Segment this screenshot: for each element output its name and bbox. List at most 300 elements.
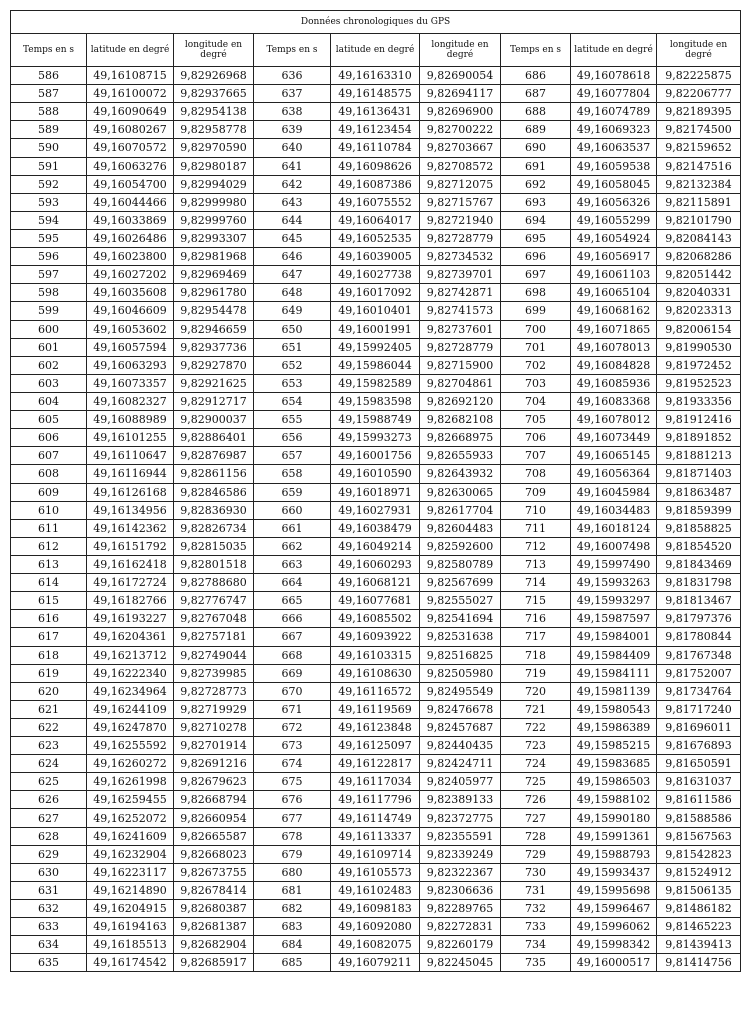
table-row [11, 737, 741, 755]
cell-latitude: 49,16074789 [571, 103, 657, 121]
cell-longitude: 9,82958778 [174, 121, 254, 139]
cell-latitude: 49,16056364 [571, 465, 657, 483]
cell-time: 657 [254, 447, 331, 465]
cell-latitude: 49,16056917 [571, 248, 657, 266]
cell-longitude: 9,82272831 [420, 918, 501, 936]
cell-latitude: 49,16083368 [571, 392, 657, 410]
cell-latitude: 49,16093922 [331, 628, 420, 646]
cell-latitude: 49,16110784 [331, 139, 420, 157]
cell-longitude: 9,82339249 [420, 845, 501, 863]
header-latitude: latitude en degré [571, 34, 657, 67]
cell-latitude: 49,15991361 [571, 827, 657, 845]
cell-latitude: 49,16105573 [331, 863, 420, 881]
cell-longitude: 9,82715767 [420, 193, 501, 211]
cell-time: 625 [11, 773, 87, 791]
cell-time: 683 [254, 918, 331, 936]
cell-longitude: 9,82757181 [174, 628, 254, 646]
cell-longitude: 9,82147516 [657, 157, 741, 175]
cell-longitude: 9,82926968 [174, 67, 254, 85]
cell-latitude: 49,15981139 [571, 682, 657, 700]
cell-longitude: 9,82682904 [174, 936, 254, 954]
cell-longitude: 9,81588586 [657, 809, 741, 827]
cell-longitude: 9,81486182 [657, 900, 741, 918]
cell-time: 649 [254, 302, 331, 320]
table-row [11, 881, 741, 899]
cell-time: 681 [254, 881, 331, 899]
table-row [11, 664, 741, 682]
cell-latitude: 49,15984409 [571, 646, 657, 664]
cell-longitude: 9,82580789 [420, 555, 501, 573]
cell-time: 723 [501, 737, 571, 755]
cell-longitude: 9,81972452 [657, 356, 741, 374]
cell-latitude: 49,16082327 [87, 392, 174, 410]
cell-time: 670 [254, 682, 331, 700]
cell-longitude: 9,82749044 [174, 646, 254, 664]
cell-latitude: 49,16193227 [87, 610, 174, 628]
cell-time: 733 [501, 918, 571, 936]
cell-time: 685 [254, 954, 331, 972]
cell-time: 698 [501, 284, 571, 302]
cell-time: 675 [254, 773, 331, 791]
cell-longitude: 9,82969469 [174, 266, 254, 284]
gps-data-table [10, 10, 741, 972]
cell-time: 694 [501, 211, 571, 229]
cell-time: 712 [501, 537, 571, 555]
cell-time: 652 [254, 356, 331, 374]
cell-latitude: 49,16085936 [571, 374, 657, 392]
cell-time: 726 [501, 791, 571, 809]
cell-latitude: 49,16073449 [571, 429, 657, 447]
gps-data-document [10, 10, 740, 972]
cell-longitude: 9,82701914 [174, 737, 254, 755]
cell-longitude: 9,81717240 [657, 700, 741, 718]
cell-latitude: 49,16001991 [331, 320, 420, 338]
cell-time: 661 [254, 519, 331, 537]
cell-longitude: 9,82937665 [174, 85, 254, 103]
cell-latitude: 49,16244109 [87, 700, 174, 718]
cell-longitude: 9,82660954 [174, 809, 254, 827]
cell-latitude: 49,16134956 [87, 501, 174, 519]
cell-latitude: 49,16063537 [571, 139, 657, 157]
cell-latitude: 49,16046609 [87, 302, 174, 320]
cell-latitude: 49,16054700 [87, 175, 174, 193]
cell-latitude: 49,15990180 [571, 809, 657, 827]
cell-latitude: 49,16079211 [331, 954, 420, 972]
cell-time: 643 [254, 193, 331, 211]
table-row [11, 592, 741, 610]
cell-longitude: 9,82006154 [657, 320, 741, 338]
cell-time: 708 [501, 465, 571, 483]
cell-latitude: 49,16213712 [87, 646, 174, 664]
cell-longitude: 9,82728779 [420, 338, 501, 356]
cell-time: 658 [254, 465, 331, 483]
cell-time: 716 [501, 610, 571, 628]
cell-latitude: 49,16163310 [331, 67, 420, 85]
cell-longitude: 9,82691216 [174, 755, 254, 773]
cell-longitude: 9,82040331 [657, 284, 741, 302]
cell-latitude: 49,16069323 [571, 121, 657, 139]
cell-latitude: 49,16142362 [87, 519, 174, 537]
cell-latitude: 49,15984001 [571, 628, 657, 646]
cell-time: 710 [501, 501, 571, 519]
cell-longitude: 9,81871403 [657, 465, 741, 483]
cell-longitude: 9,82159652 [657, 139, 741, 157]
cell-time: 610 [11, 501, 87, 519]
cell-time: 680 [254, 863, 331, 881]
cell-longitude: 9,82704861 [420, 374, 501, 392]
cell-latitude: 49,16252072 [87, 809, 174, 827]
cell-latitude: 49,16214890 [87, 881, 174, 899]
cell-latitude: 49,16077804 [571, 85, 657, 103]
cell-longitude: 9,81524912 [657, 863, 741, 881]
header-longitude: longitude en degré [420, 34, 501, 67]
cell-longitude: 9,82680387 [174, 900, 254, 918]
cell-longitude: 9,81813467 [657, 592, 741, 610]
cell-longitude: 9,81933356 [657, 392, 741, 410]
cell-latitude: 49,16007498 [571, 537, 657, 555]
cell-latitude: 49,16053602 [87, 320, 174, 338]
cell-longitude: 9,82068286 [657, 248, 741, 266]
cell-latitude: 49,16100072 [87, 85, 174, 103]
cell-latitude: 49,16103315 [331, 646, 420, 664]
cell-time: 627 [11, 809, 87, 827]
cell-latitude: 49,16259455 [87, 791, 174, 809]
cell-latitude: 49,16078013 [571, 338, 657, 356]
table-row [11, 483, 741, 501]
cell-longitude: 9,81990530 [657, 338, 741, 356]
header-row [11, 34, 741, 67]
cell-longitude: 9,82541694 [420, 610, 501, 628]
cell-longitude: 9,82682108 [420, 411, 501, 429]
cell-latitude: 49,16059538 [571, 157, 657, 175]
table-row [11, 248, 741, 266]
cell-time: 600 [11, 320, 87, 338]
cell-latitude: 49,16108630 [331, 664, 420, 682]
cell-time: 648 [254, 284, 331, 302]
cell-time: 684 [254, 936, 331, 954]
table-row [11, 555, 741, 573]
cell-longitude: 9,82734532 [420, 248, 501, 266]
cell-latitude: 49,16247870 [87, 718, 174, 736]
cell-latitude: 49,16018124 [571, 519, 657, 537]
table-row [11, 85, 741, 103]
cell-longitude: 9,82846586 [174, 483, 254, 501]
cell-longitude: 9,82767048 [174, 610, 254, 628]
cell-time: 621 [11, 700, 87, 718]
cell-longitude: 9,82981968 [174, 248, 254, 266]
cell-time: 725 [501, 773, 571, 791]
cell-time: 594 [11, 211, 87, 229]
cell-time: 668 [254, 646, 331, 664]
cell-longitude: 9,82700222 [420, 121, 501, 139]
cell-latitude: 49,16117034 [331, 773, 420, 791]
cell-longitude: 9,82505980 [420, 664, 501, 682]
cell-longitude: 9,81542823 [657, 845, 741, 863]
cell-time: 646 [254, 248, 331, 266]
cell-time: 645 [254, 229, 331, 247]
cell-longitude: 9,81881213 [657, 447, 741, 465]
cell-latitude: 49,16116572 [331, 682, 420, 700]
cell-time: 628 [11, 827, 87, 845]
cell-longitude: 9,82206777 [657, 85, 741, 103]
cell-time: 669 [254, 664, 331, 682]
cell-longitude: 9,82776747 [174, 592, 254, 610]
cell-time: 609 [11, 483, 87, 501]
cell-longitude: 9,82721940 [420, 211, 501, 229]
cell-longitude: 9,81567563 [657, 827, 741, 845]
cell-longitude: 9,82630065 [420, 483, 501, 501]
cell-longitude: 9,82912717 [174, 392, 254, 410]
cell-longitude: 9,82084143 [657, 229, 741, 247]
cell-longitude: 9,81797376 [657, 610, 741, 628]
cell-latitude: 49,15986389 [571, 718, 657, 736]
cell-time: 734 [501, 936, 571, 954]
cell-latitude: 49,15988102 [571, 791, 657, 809]
table-row [11, 175, 741, 193]
table-row [11, 447, 741, 465]
cell-time: 713 [501, 555, 571, 573]
table-row [11, 610, 741, 628]
cell-time: 601 [11, 338, 87, 356]
cell-longitude: 9,82999760 [174, 211, 254, 229]
cell-time: 702 [501, 356, 571, 374]
cell-time: 732 [501, 900, 571, 918]
cell-longitude: 9,82132384 [657, 175, 741, 193]
cell-latitude: 49,15987597 [571, 610, 657, 628]
cell-longitude: 9,82728773 [174, 682, 254, 700]
header-time: Temps en s [11, 34, 87, 67]
table-row [11, 157, 741, 175]
cell-longitude: 9,82115891 [657, 193, 741, 211]
cell-time: 632 [11, 900, 87, 918]
cell-longitude: 9,82970590 [174, 139, 254, 157]
cell-longitude: 9,82289765 [420, 900, 501, 918]
cell-longitude: 9,81843469 [657, 555, 741, 573]
cell-longitude: 9,82440435 [420, 737, 501, 755]
cell-latitude: 49,16068162 [571, 302, 657, 320]
cell-longitude: 9,81439413 [657, 936, 741, 954]
cell-longitude: 9,82719929 [174, 700, 254, 718]
cell-longitude: 9,82927870 [174, 356, 254, 374]
cell-longitude: 9,82739701 [420, 266, 501, 284]
cell-latitude: 49,15996467 [571, 900, 657, 918]
cell-latitude: 49,16001756 [331, 447, 420, 465]
cell-time: 673 [254, 737, 331, 755]
cell-longitude: 9,82668975 [420, 429, 501, 447]
table-row [11, 646, 741, 664]
cell-time: 705 [501, 411, 571, 429]
cell-longitude: 9,81854520 [657, 537, 741, 555]
cell-longitude: 9,81752007 [657, 664, 741, 682]
table-row [11, 628, 741, 646]
cell-latitude: 49,16223117 [87, 863, 174, 881]
cell-time: 699 [501, 302, 571, 320]
cell-longitude: 9,82708572 [420, 157, 501, 175]
cell-latitude: 49,15992405 [331, 338, 420, 356]
cell-time: 711 [501, 519, 571, 537]
cell-time: 659 [254, 483, 331, 501]
cell-longitude: 9,81465223 [657, 918, 741, 936]
cell-time: 615 [11, 592, 87, 610]
table-row [11, 574, 741, 592]
table-row [11, 773, 741, 791]
cell-latitude: 49,16255592 [87, 737, 174, 755]
cell-longitude: 9,82876987 [174, 447, 254, 465]
cell-latitude: 49,16108715 [87, 67, 174, 85]
cell-time: 635 [11, 954, 87, 972]
cell-time: 590 [11, 139, 87, 157]
cell-latitude: 49,16065104 [571, 284, 657, 302]
cell-latitude: 49,16232904 [87, 845, 174, 863]
cell-longitude: 9,81696011 [657, 718, 741, 736]
cell-latitude: 49,15993263 [571, 574, 657, 592]
cell-time: 642 [254, 175, 331, 193]
cell-time: 588 [11, 103, 87, 121]
cell-time: 631 [11, 881, 87, 899]
cell-longitude: 9,82836930 [174, 501, 254, 519]
cell-time: 592 [11, 175, 87, 193]
cell-longitude: 9,81631037 [657, 773, 741, 791]
cell-latitude: 49,16109714 [331, 845, 420, 863]
cell-time: 597 [11, 266, 87, 284]
cell-time: 706 [501, 429, 571, 447]
cell-time: 591 [11, 157, 87, 175]
cell-latitude: 49,16071865 [571, 320, 657, 338]
cell-time: 633 [11, 918, 87, 936]
cell-longitude: 9,82306636 [420, 881, 501, 899]
cell-time: 663 [254, 555, 331, 573]
cell-latitude: 49,15993273 [331, 429, 420, 447]
table-row [11, 356, 741, 374]
cell-time: 717 [501, 628, 571, 646]
cell-latitude: 49,15986503 [571, 773, 657, 791]
table-row [11, 374, 741, 392]
table-row [11, 338, 741, 356]
table-row [11, 936, 741, 954]
cell-time: 676 [254, 791, 331, 809]
cell-longitude: 9,82495549 [420, 682, 501, 700]
cell-longitude: 9,81831798 [657, 574, 741, 592]
cell-time: 704 [501, 392, 571, 410]
cell-longitude: 9,82742871 [420, 284, 501, 302]
cell-time: 664 [254, 574, 331, 592]
cell-time: 709 [501, 483, 571, 501]
table-title: Données chronologiques du GPS [11, 11, 741, 34]
cell-time: 655 [254, 411, 331, 429]
cell-time: 640 [254, 139, 331, 157]
cell-time: 729 [501, 845, 571, 863]
cell-longitude: 9,82801518 [174, 555, 254, 573]
cell-time: 727 [501, 809, 571, 827]
cell-latitude: 49,15997490 [571, 555, 657, 573]
cell-time: 719 [501, 664, 571, 682]
cell-longitude: 9,82690054 [420, 67, 501, 85]
cell-time: 720 [501, 682, 571, 700]
cell-latitude: 49,16035608 [87, 284, 174, 302]
cell-latitude: 49,16039005 [331, 248, 420, 266]
cell-longitude: 9,81650591 [657, 755, 741, 773]
table-row [11, 67, 741, 85]
table-row [11, 211, 741, 229]
cell-latitude: 49,15998342 [571, 936, 657, 954]
cell-longitude: 9,82673755 [174, 863, 254, 881]
cell-time: 598 [11, 284, 87, 302]
cell-longitude: 9,81780844 [657, 628, 741, 646]
cell-time: 614 [11, 574, 87, 592]
cell-time: 654 [254, 392, 331, 410]
cell-time: 730 [501, 863, 571, 881]
cell-latitude: 49,16136431 [331, 103, 420, 121]
cell-latitude: 49,16194163 [87, 918, 174, 936]
cell-longitude: 9,82728779 [420, 229, 501, 247]
cell-longitude: 9,82946659 [174, 320, 254, 338]
cell-longitude: 9,81859399 [657, 501, 741, 519]
cell-latitude: 49,16204915 [87, 900, 174, 918]
cell-longitude: 9,82604483 [420, 519, 501, 537]
cell-time: 707 [501, 447, 571, 465]
cell-latitude: 49,16026486 [87, 229, 174, 247]
cell-time: 721 [501, 700, 571, 718]
header-time: Temps en s [501, 34, 571, 67]
cell-time: 599 [11, 302, 87, 320]
cell-latitude: 49,16261998 [87, 773, 174, 791]
cell-latitude: 49,16054924 [571, 229, 657, 247]
cell-latitude: 49,16018971 [331, 483, 420, 501]
cell-longitude: 9,81912416 [657, 411, 741, 429]
cell-time: 617 [11, 628, 87, 646]
cell-latitude: 49,16092080 [331, 918, 420, 936]
cell-longitude: 9,82457687 [420, 718, 501, 736]
cell-longitude: 9,81952523 [657, 374, 741, 392]
cell-longitude: 9,82174500 [657, 121, 741, 139]
cell-longitude: 9,81414756 [657, 954, 741, 972]
cell-longitude: 9,82886401 [174, 429, 254, 447]
cell-longitude: 9,82692120 [420, 392, 501, 410]
cell-time: 692 [501, 175, 571, 193]
cell-longitude: 9,81676893 [657, 737, 741, 755]
table-row [11, 193, 741, 211]
cell-latitude: 49,16122817 [331, 755, 420, 773]
cell-latitude: 49,16038479 [331, 519, 420, 537]
table-row [11, 320, 741, 338]
cell-latitude: 49,15988793 [571, 845, 657, 863]
cell-latitude: 49,16090649 [87, 103, 174, 121]
cell-time: 619 [11, 664, 87, 682]
cell-longitude: 9,82668794 [174, 791, 254, 809]
cell-longitude: 9,82189395 [657, 103, 741, 121]
table-row [11, 392, 741, 410]
cell-longitude: 9,82681387 [174, 918, 254, 936]
table-row [11, 954, 741, 972]
cell-time: 605 [11, 411, 87, 429]
cell-time: 589 [11, 121, 87, 139]
cell-time: 586 [11, 67, 87, 85]
table-row [11, 791, 741, 809]
cell-latitude: 49,16098183 [331, 900, 420, 918]
cell-time: 735 [501, 954, 571, 972]
cell-latitude: 49,16065145 [571, 447, 657, 465]
cell-latitude: 49,15993297 [571, 592, 657, 610]
cell-latitude: 49,15993437 [571, 863, 657, 881]
cell-time: 637 [254, 85, 331, 103]
cell-latitude: 49,16102483 [331, 881, 420, 899]
cell-latitude: 49,16017092 [331, 284, 420, 302]
cell-longitude: 9,82389133 [420, 791, 501, 809]
table-row [11, 845, 741, 863]
cell-longitude: 9,82668023 [174, 845, 254, 863]
cell-time: 665 [254, 592, 331, 610]
cell-time: 602 [11, 356, 87, 374]
